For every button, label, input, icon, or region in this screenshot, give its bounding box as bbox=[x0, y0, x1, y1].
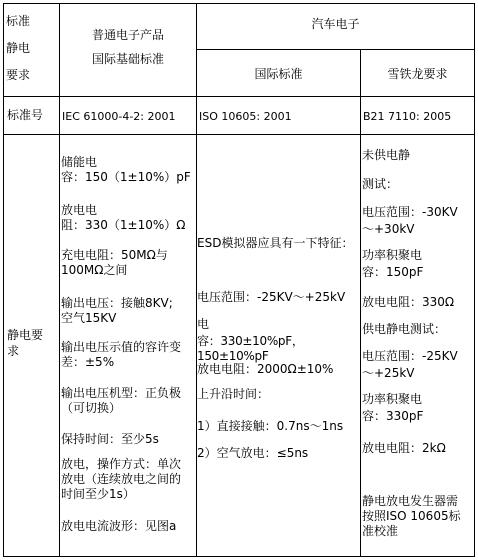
esd-general-para: 输出电压：接触8KV; 空气15KV bbox=[61, 296, 173, 325]
header-corner bbox=[6, 8, 56, 89]
esd-general-para: 放电电流波形：见图a bbox=[61, 519, 177, 533]
esd-general-para: 放电电 阻：330（1±10%）Ω bbox=[61, 203, 186, 232]
esd-intl-para: 2）空气放电：≤5ns bbox=[197, 446, 309, 460]
esd-intl-para: 上升沿时间： bbox=[197, 387, 270, 401]
esd-intl-para: 放电电阻：2000Ω±10% bbox=[197, 362, 334, 376]
header-auto: 汽车电子 bbox=[311, 17, 360, 31]
esd-citroen-para: 未供电静 bbox=[362, 148, 411, 162]
esd-label-line: 静电要 bbox=[7, 328, 44, 342]
header-intl: 国际标准 bbox=[254, 67, 303, 81]
esd-citroen-para: 放电电阻：330Ω bbox=[362, 295, 455, 309]
esd-citroen-para: 测试： bbox=[362, 177, 399, 191]
esd-general-para: 放电，操作方式：单次 放电（连续放电之间的 时间至少1s） bbox=[61, 457, 182, 501]
esd-general-col bbox=[61, 0, 195, 556]
rule-bottom bbox=[3, 556, 475, 557]
esd-general-para: 输出电压示值的容许变 差：±5% bbox=[61, 340, 182, 369]
header-general-line: 普通电子产品 bbox=[91, 28, 164, 42]
header-citroen: 雪铁龙要求 bbox=[387, 67, 448, 81]
header-corner-line: 标准 bbox=[6, 14, 31, 28]
esd-label-line: 求 bbox=[7, 344, 20, 358]
esd-general-para: 储能电 容：150（1±10%）pF bbox=[61, 155, 191, 184]
esd-label bbox=[7, 327, 43, 359]
esd-intl-para: 1）直接接触：0.7ns～1ns bbox=[197, 419, 344, 433]
esd-intl-para: ESD模拟器应具有一下特征： bbox=[197, 236, 354, 250]
rule-left bbox=[3, 3, 4, 557]
rule-right bbox=[474, 3, 475, 557]
rule-col3 bbox=[360, 49, 361, 557]
esd-intl-col bbox=[197, 0, 359, 556]
esd-citroen-para: 放电电阻：2kΩ bbox=[362, 441, 446, 455]
std-no-general: IEC 61000-4-2: 2001 bbox=[62, 110, 176, 123]
esd-intl-para: 电压范围：-25KV～+25kV bbox=[197, 290, 346, 304]
esd-general-para: 充电电阻：50MΩ与 100MΩ之间 bbox=[61, 248, 168, 277]
esd-citroen-para: 功率积聚电 容：150pF bbox=[362, 248, 424, 279]
header-corner-line: 静电 bbox=[6, 41, 31, 55]
esd-intl-para: 电 容：330±10%pF，150±10%pF bbox=[197, 317, 304, 363]
esd-general-para: 保持时间：至少5s bbox=[61, 432, 159, 446]
rule-col1 bbox=[59, 3, 60, 557]
std-no-intl: ISO 10605: 2001 bbox=[199, 110, 292, 123]
esd-citroen-para: 电压范围：-25KV ～+25kV bbox=[362, 349, 458, 380]
header-corner-line: 要求 bbox=[6, 68, 31, 82]
esd-citroen-para: 静电放电发生器需 按照ISO 10605标 准校准 bbox=[362, 494, 461, 538]
esd-citroen-para: 供电静电测试： bbox=[362, 322, 447, 336]
header-general-line: 国际基础标准 bbox=[91, 52, 164, 66]
std-no-citroen: B21 7110: 2005 bbox=[363, 110, 452, 123]
esd-citroen-para: 功率积聚电 容：330pF bbox=[362, 392, 424, 423]
esd-citroen-col bbox=[362, 0, 473, 556]
std-no-label: 标准号 bbox=[7, 108, 44, 122]
esd-citroen-para: 电压范围：-30KV ～+30kV bbox=[362, 205, 458, 236]
esd-general-para: 输出电压机型：正负极 （可切换） bbox=[61, 386, 182, 415]
